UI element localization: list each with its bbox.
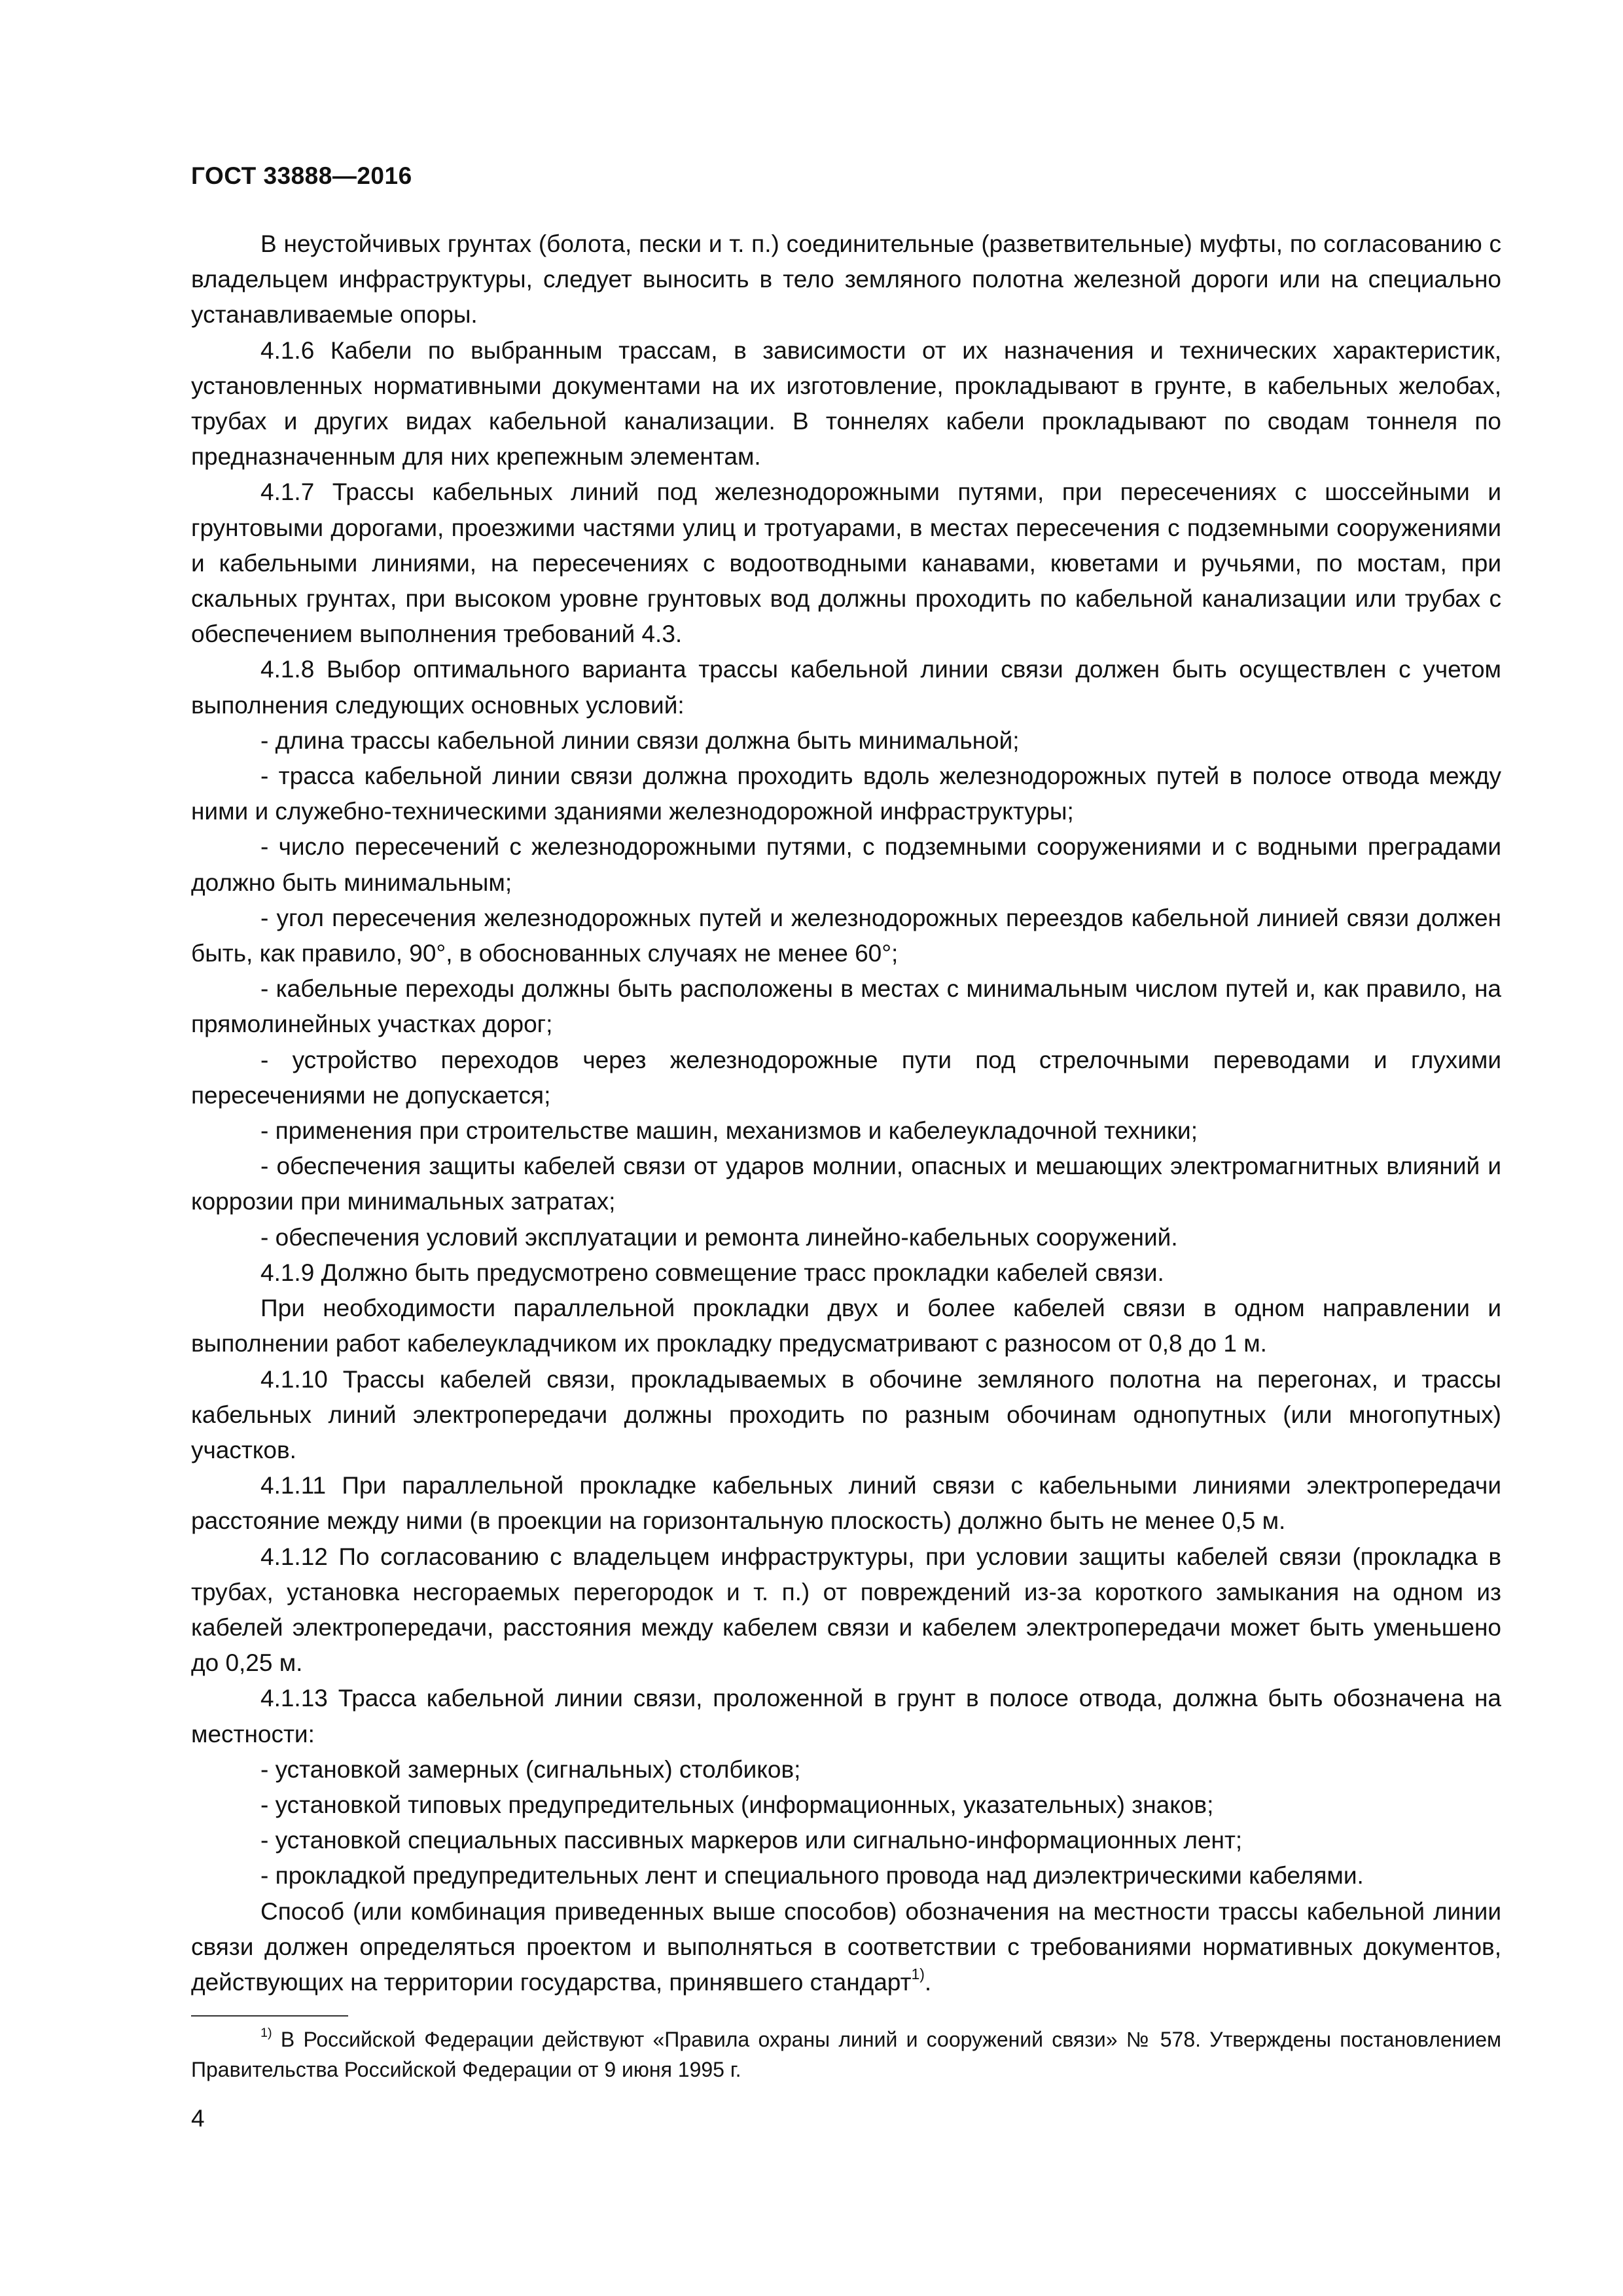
footnote-text: В Российской Федерации действуют «Правила охраны линий и сооружений связи» № 578. Утверждены постановлением Правительства Российской Федерации от 9 июня 1995 г. (191, 2028, 1502, 2081)
list-item: - устройство переходов через железнодорожные пути под стрелочными переводами и глухими пересечениями не допускается; (191, 1046, 1501, 1109)
paragraph-4-1-7: 4.1.7 Трассы кабельных линий под железнодорожными путями, при пересечениях с шоссейными и грунтовыми дорогами, проезжими частями улиц и тротуарами, в местах пересечения с подземными сооружениями и кабельными линиями, на пересечениях с водоотводными канавами, кюветами и ручьями, по мостам, при скальных грунтах, при высоком уровне грунтовых вод должны проходить по кабельной канализации или трубах с обеспечением выполнения требований 4.3. (191, 478, 1501, 648)
paragraph-4-1-6: 4.1.6 Кабели по выбранным трассам, в зависимости от их назначения и технических характеристик, установленных нормативными документами на их изготовление, прокладывают в грунте, в кабельных желобах, трубах и других видах кабельной канализации. В тоннелях кабели прокладывают по сводам тоннеля по предназначенным для них крепежным элементам. (191, 336, 1501, 471)
footnote-divider (191, 2015, 348, 2017)
list-item: - обеспечения защиты кабелей связи от ударов молнии, опасных и мешающих электромагнитных влияний и коррозии при минимальных затратах; (191, 1153, 1501, 1215)
list-item: - трасса кабельной линии связи должна проходить вдоль железнодорожных путей в полосе отвода между ними и служебно-техническими зданиями железнодорожной инфраструктуры; (191, 762, 1501, 825)
body-text (191, 226, 1501, 2000)
paragraph-4-1-8: 4.1.8 Выбор оптимального варианта трассы кабельной линии связи должен быть осуществлен с учетом выполнения следующих основных условий: (191, 656, 1501, 719)
paragraph: В неустойчивых грунтах (болота, пески и т. п.) соединительные (разветвительные) муфты, по согласованию с владельцем инфраструктуры, следует выносить в тело земляного полотна железной дороги или на специально устанавливаемые опоры. (191, 230, 1501, 329)
paragraph-final-text: Способ (или комбинация приведенных выше способов) обозначения на местности трассы кабельной линии связи должен определяться проектом и выполняться в соответствии с требованиями нормативных документов, действующих на территории государства, принявшего стандарт (191, 1897, 1501, 1996)
list-item: - обеспечения условий эксплуатации и ремонта линейно-кабельных сооружений. (260, 1223, 1178, 1251)
document-header: ГОСТ 33888—2016 (191, 162, 412, 189)
list-item: - установкой специальных пассивных маркеров или сигнально-информационных лент; (260, 1827, 1243, 1854)
list-item: - установкой замерных (сигнальных) столбиков; (260, 1755, 801, 1783)
list-item: - длина трассы кабельной линии связи должна быть минимальной; (260, 726, 1020, 754)
list-item: - угол пересечения железнодорожных путей и железнодорожных переездов кабельной линией связи должен быть, как правило, 90°, в обоснованных случаях не менее 60°; (191, 904, 1501, 967)
paragraph-4-1-11: 4.1.11 При параллельной прокладке кабельных линий связи с кабельными линиями электропередачи расстояние между ними (в проекции на горизонтальную плоскость) должно быть не менее 0,5 м. (191, 1472, 1501, 1535)
list-item: - применения при строительстве машин, механизмов и кабелеукладочной техники; (260, 1117, 1198, 1145)
paragraph-4-1-12: 4.1.12 По согласованию с владельцем инфраструктуры, при условии защиты кабелей связи (прокладка в трубах, установка несгораемых перегородок и т. п.) от повреждений из-за короткого замыкания на одном из кабелей электропередачи, расстояния между кабелем связи и кабелем электропередачи может быть уменьшено до 0,25 м. (191, 1543, 1501, 1677)
footnote-reference: 1) (911, 1965, 925, 1982)
footnote-marker: 1) (260, 2026, 272, 2041)
list-item: - кабельные переходы должны быть расположены в местах с минимальным числом путей и, как правило, на прямолинейных участках дорог; (191, 975, 1501, 1038)
paragraph-4-1-10: 4.1.10 Трассы кабелей связи, прокладываемых в обочине земляного полотна на перегонах, и трассы кабельных линий электропередачи должны проходить по разным обочинам однопутных (или многопутных) участков. (191, 1365, 1501, 1463)
page-number: 4 (191, 2105, 205, 2132)
list-item: - прокладкой предупредительных лент и специального провода над диэлектрическими кабелями. (260, 1862, 1364, 1890)
list-item: - число пересечений с железнодорожными путями, с подземными сооружениями и с водными преградами должно быть минимальным; (191, 833, 1501, 896)
paragraph-4-1-9: 4.1.9 Должно быть предусмотрено совмещение трасс прокладки кабелей связи. (260, 1259, 1164, 1286)
paragraph-final: Способ (или комбинация приведенных выше способов) обозначения на местности трассы кабельной линии связи должен определяться проектом и выполняться в соответствии с требованиями нормативных документов, действующих на территории государства, принявшего стандарт$^{1)}$. (191, 1897, 1501, 1996)
paragraph-4-1-13: 4.1.13 Трасса кабельной линии связи, проложенной в грунт в полосе отвода, должна быть обозначена на местности: (191, 1685, 1501, 1748)
paragraph: При необходимости параллельной прокладки двух и более кабелей связи в одном направлении и выполнении работ кабелеукладчиком их прокладку предусматривают с разносом от 0,8 до 1 м. (191, 1295, 1501, 1357)
footnote (191, 2024, 1501, 2085)
list-item: - установкой типовых предупредительных (информационных, указательных) знаков; (260, 1791, 1214, 1818)
